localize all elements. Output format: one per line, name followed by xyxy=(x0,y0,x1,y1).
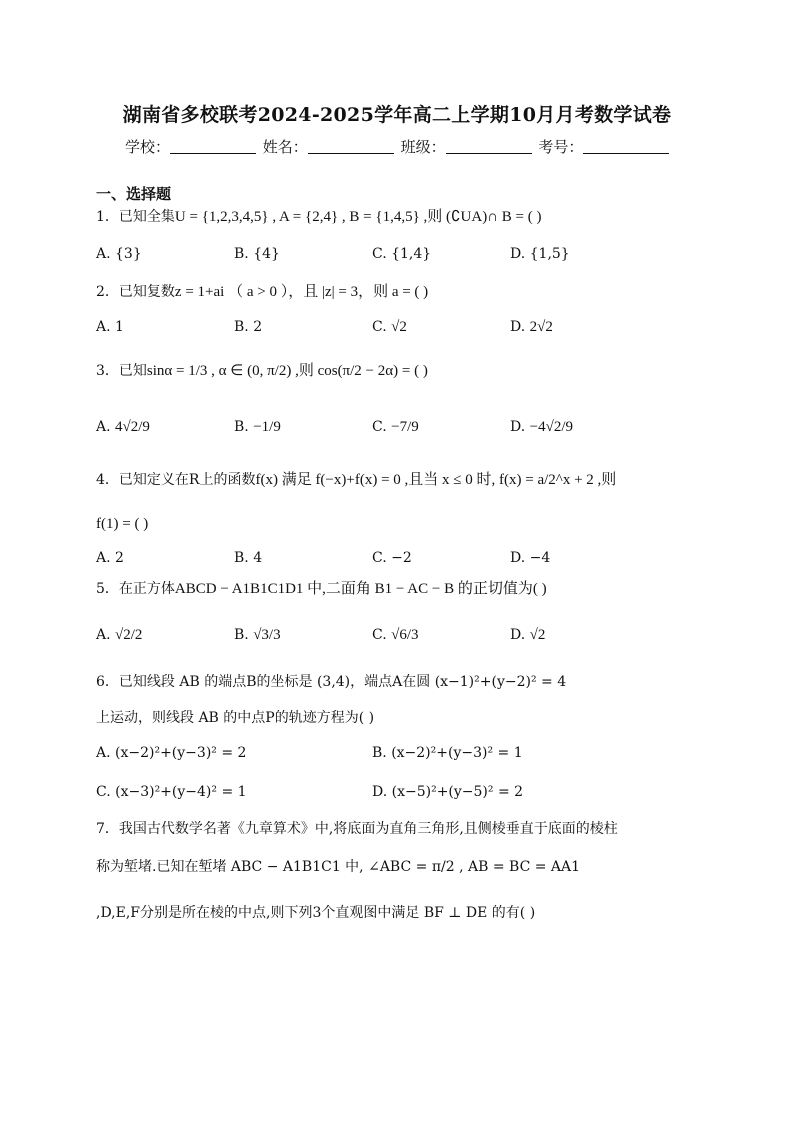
school-label: 学校： xyxy=(125,138,171,156)
question-4-stem: 4．已知定义在R上的函数f(x) 满足 f(−x)+f(x) = 0 ,且当 x ≤ 0 时, f(x) = a/2^x + 2 ,则 xyxy=(96,472,617,488)
question-3-option-c: C. −7/9 xyxy=(372,419,419,435)
name-label: 姓名： xyxy=(262,138,308,156)
question-2-stem: 2．已知复数z = 1+ai （ a > 0 ），且 |z| = 3，则 a = ( ) xyxy=(96,284,429,300)
question-1-stem: 1．已知全集U = {1,2,3,4,5} , A = {2,4} , B = {1,4,5} ,则 (∁UA)∩ B = ( ) xyxy=(96,209,542,225)
question-3-stem: 3．已知sinα = 1/3 , α ∈ (0, π/2) ,则 cos(π/2 − 2α) = ( ) xyxy=(96,363,428,379)
question-6-option-d: D. (x−5)²+(y−5)² = 2 xyxy=(372,784,524,800)
question-2-option-c: C. √2 xyxy=(372,319,407,335)
question-7-stem: 7．我国古代数学名著《九章算术》中,将底面为直角三角形,且侧棱垂直于底面的棱柱 xyxy=(96,821,618,837)
page-title: 湖南省多校联考2024-2025学年高二上学期10月月考数学试卷 xyxy=(122,104,672,126)
question-5-option-b: B. √3/3 xyxy=(234,627,281,643)
question-1-math: U = {1,2,3,4,5} , A = {2,4} , B = {1,4,5} ,则 (∁UA)∩ B = ( ) xyxy=(174,209,542,225)
question-1-option-d: D. {1,5} xyxy=(510,246,570,262)
id-label: 考号： xyxy=(538,138,584,156)
question-4-option-a: A. 2 xyxy=(96,550,124,566)
question-3-option-b-math: −1/9 xyxy=(253,419,281,435)
question-5-option-b-math: √3/3 xyxy=(253,627,281,643)
question-6-stem-line2: 上运动，则线段 AB 的中点P的轨迹方程为( ) xyxy=(96,710,375,726)
question-5-option-c-math: √6/3 xyxy=(391,627,419,643)
question-2-option-d-math: 2√2 xyxy=(529,319,553,335)
question-3-option-c-math: −7/9 xyxy=(391,419,419,435)
question-4-stem-line2: f(1) = ( ) xyxy=(96,516,149,532)
question-4-option-d: D. −4 xyxy=(510,550,551,566)
question-3-option-a: A. 4√2/9 xyxy=(96,419,150,435)
class-label: 班级： xyxy=(400,138,446,156)
question-1-option-c: C. {1,4} xyxy=(372,246,432,262)
question-5-option-a: A. √2/2 xyxy=(96,627,143,643)
question-5-option-c: C. √6/3 xyxy=(372,627,419,643)
student-info-row xyxy=(125,136,671,157)
name-blank xyxy=(308,139,394,154)
question-5-option-a-math: √2/2 xyxy=(115,627,143,643)
school-blank xyxy=(170,139,256,154)
question-5-option-d: D. √2 xyxy=(510,627,546,643)
question-6-option-a: A. (x−2)²+(y−3)² = 2 xyxy=(96,745,247,761)
question-5-math: ABCD − A1B1C1D1 中,二面角 B1 − AC − B 的正切值为( ) xyxy=(174,581,547,597)
question-1-option-b: B. {4} xyxy=(234,246,280,262)
question-3-option-b: B. −1/9 xyxy=(234,419,281,435)
question-3-option-d: D. −4√2/9 xyxy=(510,419,573,435)
question-6-stem: 6．已知线段 AB 的端点B的坐标是 (3,4)，端点A在圆 (x−1)²+(y−2)² = 4 xyxy=(96,674,567,690)
question-2-option-d: D. 2√2 xyxy=(510,319,553,335)
question-5-option-d-math: √2 xyxy=(529,627,546,643)
question-3-option-a-math: 4√2/9 xyxy=(115,419,150,435)
question-4-math: f(x) 满足 f(−x)+f(x) = 0 ,且当 x ≤ 0 时, f(x) = a/2^x + 2 ,则 xyxy=(255,472,617,488)
question-4-option-b: B. 4 xyxy=(234,550,263,566)
class-blank xyxy=(446,139,532,154)
question-6-option-c: C. (x−3)²+(y−4)² = 1 xyxy=(96,784,247,800)
question-2-option-b: B. 2 xyxy=(234,319,263,335)
question-6-option-b: B. (x−2)²+(y−3)² = 1 xyxy=(372,745,523,761)
question-5-stem: 5．在正方体ABCD − A1B1C1D1 中,二面角 B1 − AC − B 的正切值为( ) xyxy=(96,581,547,597)
question-3-option-d-math: −4√2/9 xyxy=(529,419,573,435)
question-3-math: sinα = 1/3 , α ∈ (0, π/2) ,则 cos(π/2 − 2α) = ( ) xyxy=(146,363,428,379)
question-7-stem-line3: ,D,E,F分别是所在棱的中点,则下列3个直观图中满足 BF ⊥ DE 的有( ) xyxy=(96,905,536,921)
question-4-option-c: C. −2 xyxy=(372,550,412,566)
question-1-option-a: A. {3} xyxy=(96,246,142,262)
question-7-stem-line2: 称为堑堵.已知在堑堵 ABC − A1B1C1 中, ∠ABC = π/2 , AB = BC = AA1 xyxy=(96,859,581,875)
question-2-option-c-math: √2 xyxy=(391,319,407,335)
section-heading: 一、选择题 xyxy=(96,185,172,203)
question-2-option-a: A. 1 xyxy=(96,319,124,335)
question-2-math: z = 1+ai （ a > 0 ），且 |z| = 3，则 a = ( ) xyxy=(174,284,429,300)
id-blank xyxy=(583,139,669,154)
